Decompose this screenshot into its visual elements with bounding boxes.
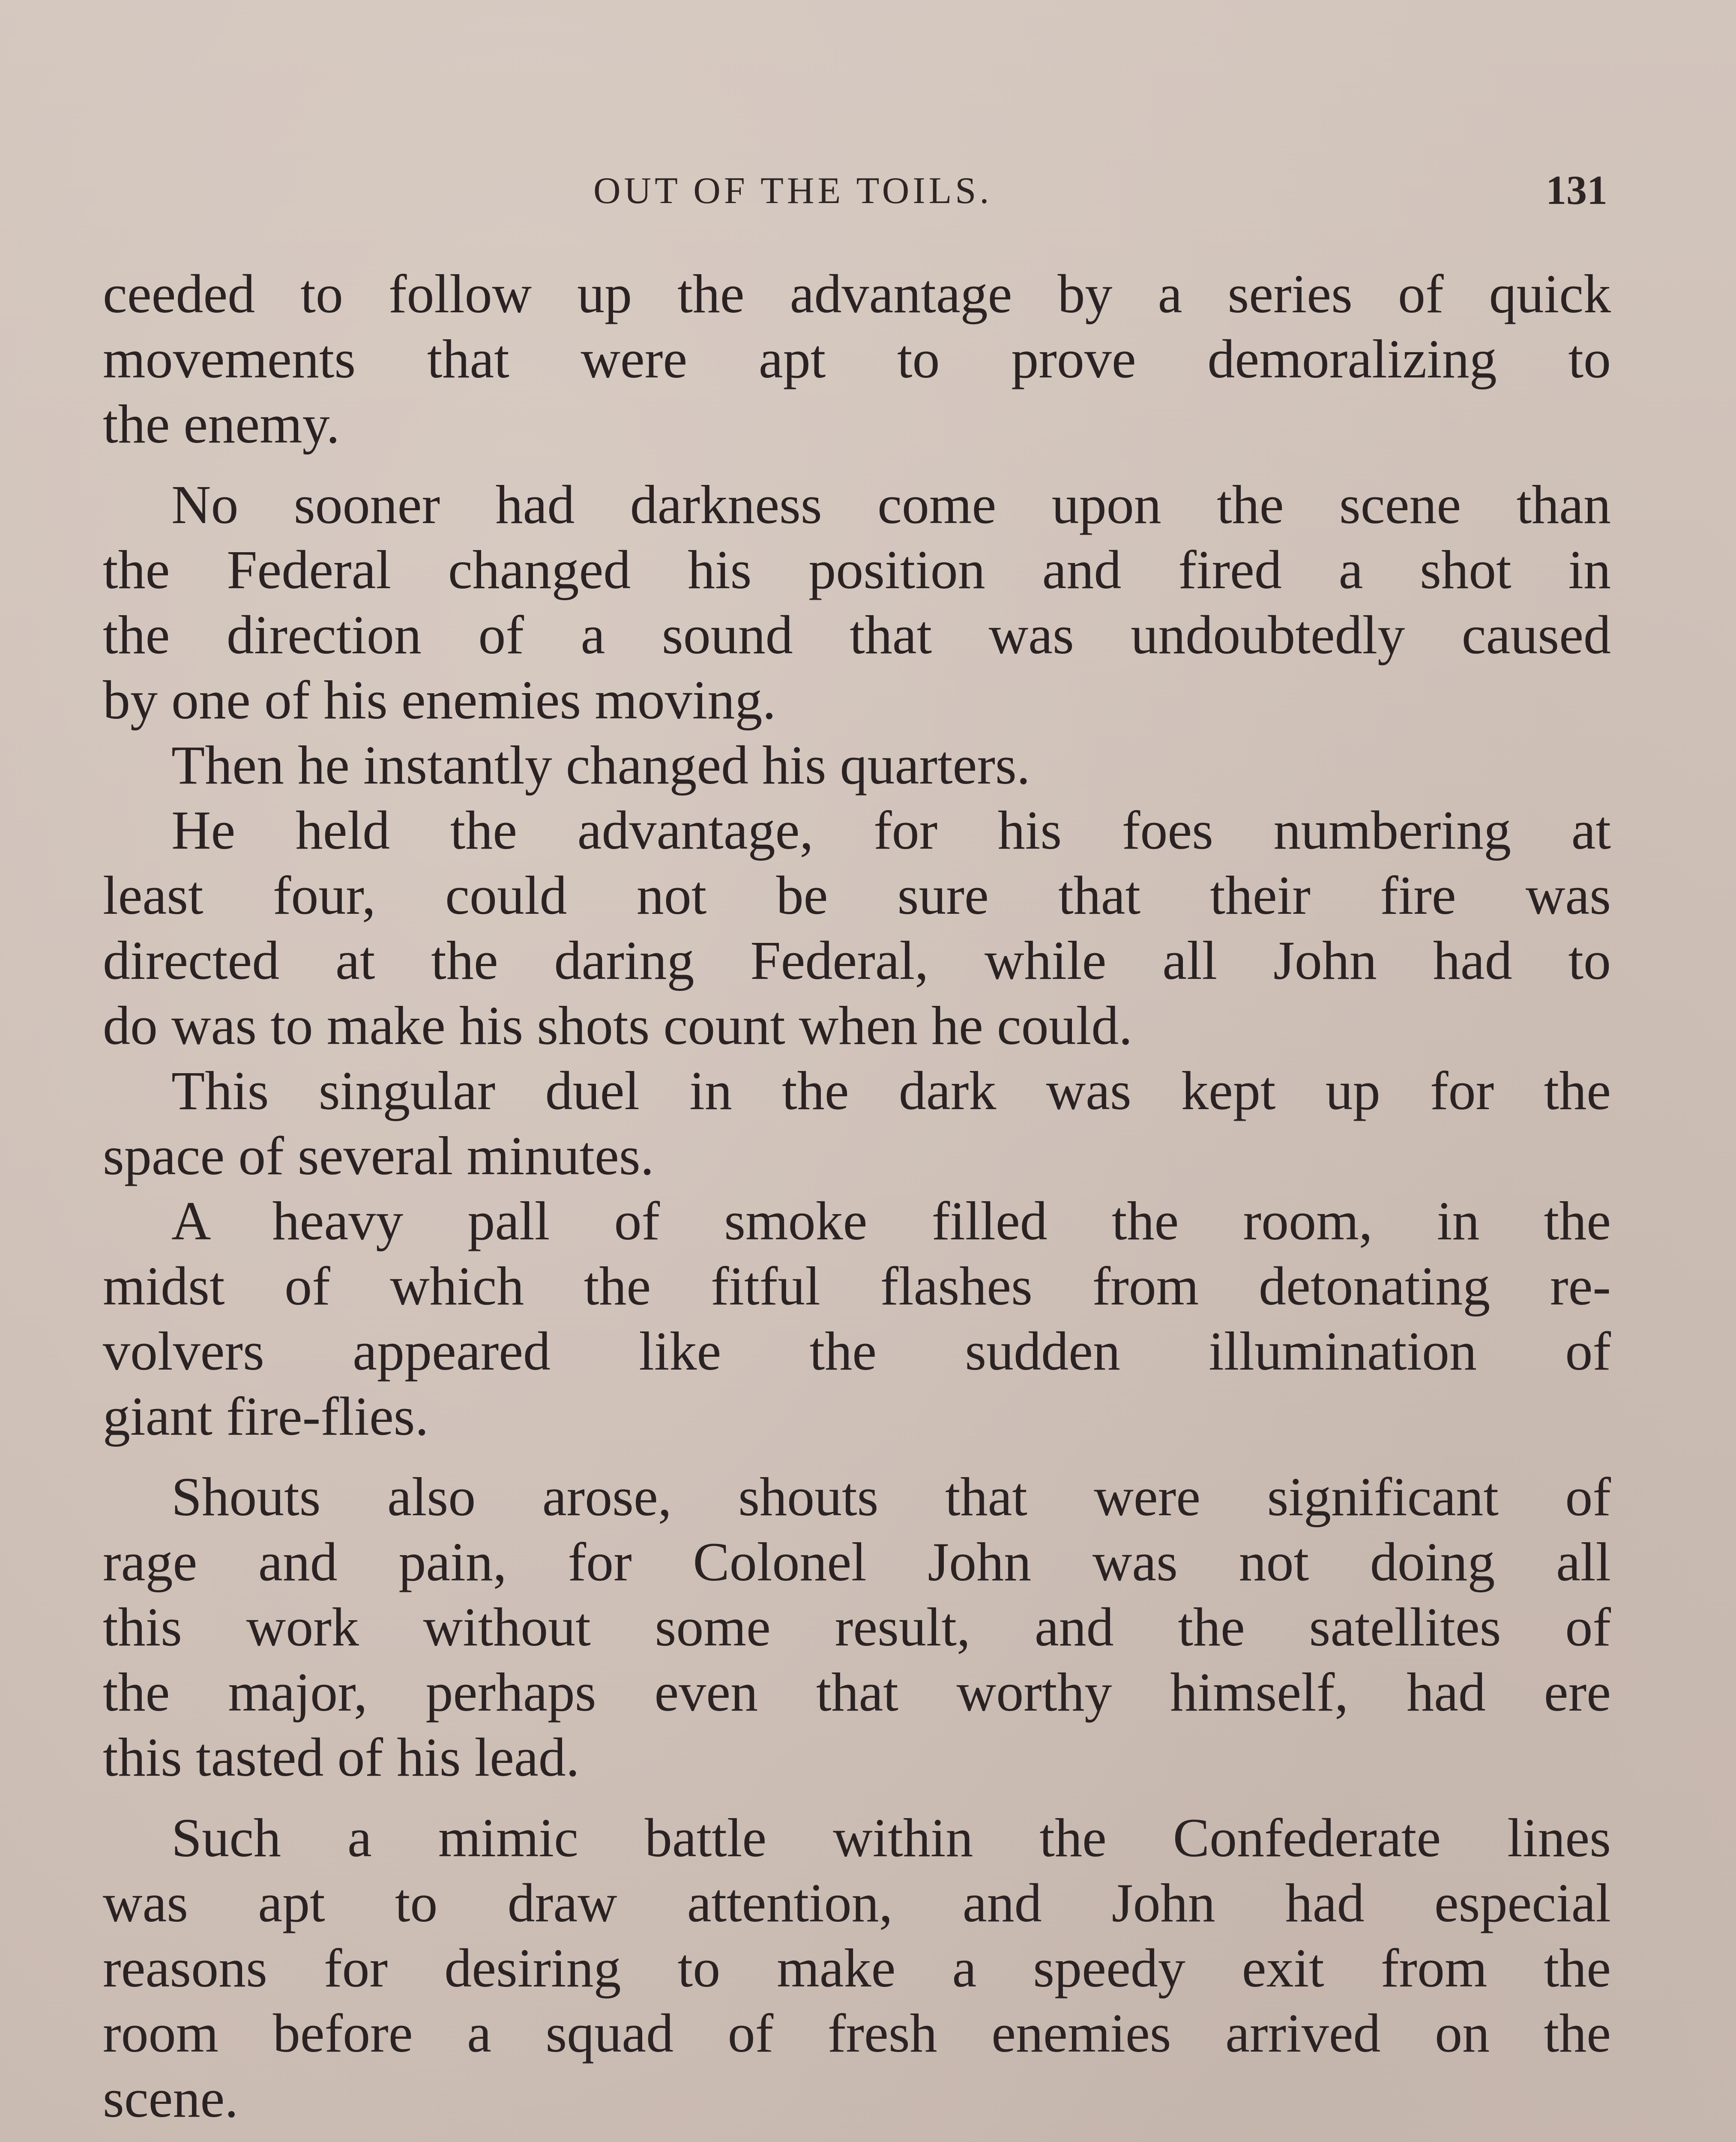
text-line: by one of his enemies moving.	[103, 670, 776, 730]
text-line: space of several minutes.	[103, 1125, 654, 1186]
text-line: This singular duel in the dark was kept up for the	[171, 1060, 1611, 1121]
text-line: the enemy.	[103, 394, 340, 455]
text-line: Then he instantly changed his quarters.	[171, 735, 1030, 796]
text-line: giant fire-flies.	[103, 1386, 429, 1447]
running-title: OUT OF THE TOILS.	[593, 170, 993, 212]
text-line: room before a squad of fresh enemies arrived on the	[103, 2003, 1611, 2064]
body-text	[103, 261, 1611, 2142]
text-line: midst of which the fitful flashes from detonating re-	[103, 1256, 1611, 1316]
text-line: volvers appeared like the sudden illumination of	[103, 1321, 1611, 1382]
text-line: scene.	[103, 2068, 239, 2129]
text-line: least four, could not be sure that their fire was	[103, 865, 1611, 926]
text-line: ceeded to follow up the advantage by a series of quick	[103, 263, 1611, 324]
text-line: was apt to draw attention, and John had especial	[103, 1873, 1611, 1933]
text-line: He held the advantage, for his foes numbering at	[171, 800, 1611, 861]
text-line: Such a mimic battle within the Confederate lines	[171, 1807, 1611, 1868]
text-line: this work without some result, and the satellites of	[103, 1597, 1611, 1657]
text-line: reasons for desiring to make a speedy exit from the	[103, 1938, 1611, 1998]
text-line: the major, perhaps even that worthy himself, had ere	[103, 1662, 1611, 1723]
text-line: No sooner had darkness come upon the scene than	[171, 474, 1611, 535]
text-line: rage and pain, for Colonel John was not doing all	[103, 1532, 1611, 1592]
page-number: 131	[1546, 167, 1607, 213]
text-line: A heavy pall of smoke filled the room, in the	[171, 1191, 1611, 1251]
text-line: directed at the daring Federal, while all John had to	[103, 930, 1611, 991]
text-line: Shouts also arose, shouts that were significant of	[171, 1466, 1611, 1527]
text-line: this tasted of his lead.	[103, 1727, 580, 1788]
text-line: the direction of a sound that was undoubtedly caused	[103, 604, 1611, 665]
text-line: the Federal changed his position and fired a shot in	[103, 539, 1611, 600]
text-line: do was to make his shots count when he could.	[103, 995, 1133, 1056]
text-line: movements that were apt to prove demoralizing to	[103, 329, 1611, 389]
